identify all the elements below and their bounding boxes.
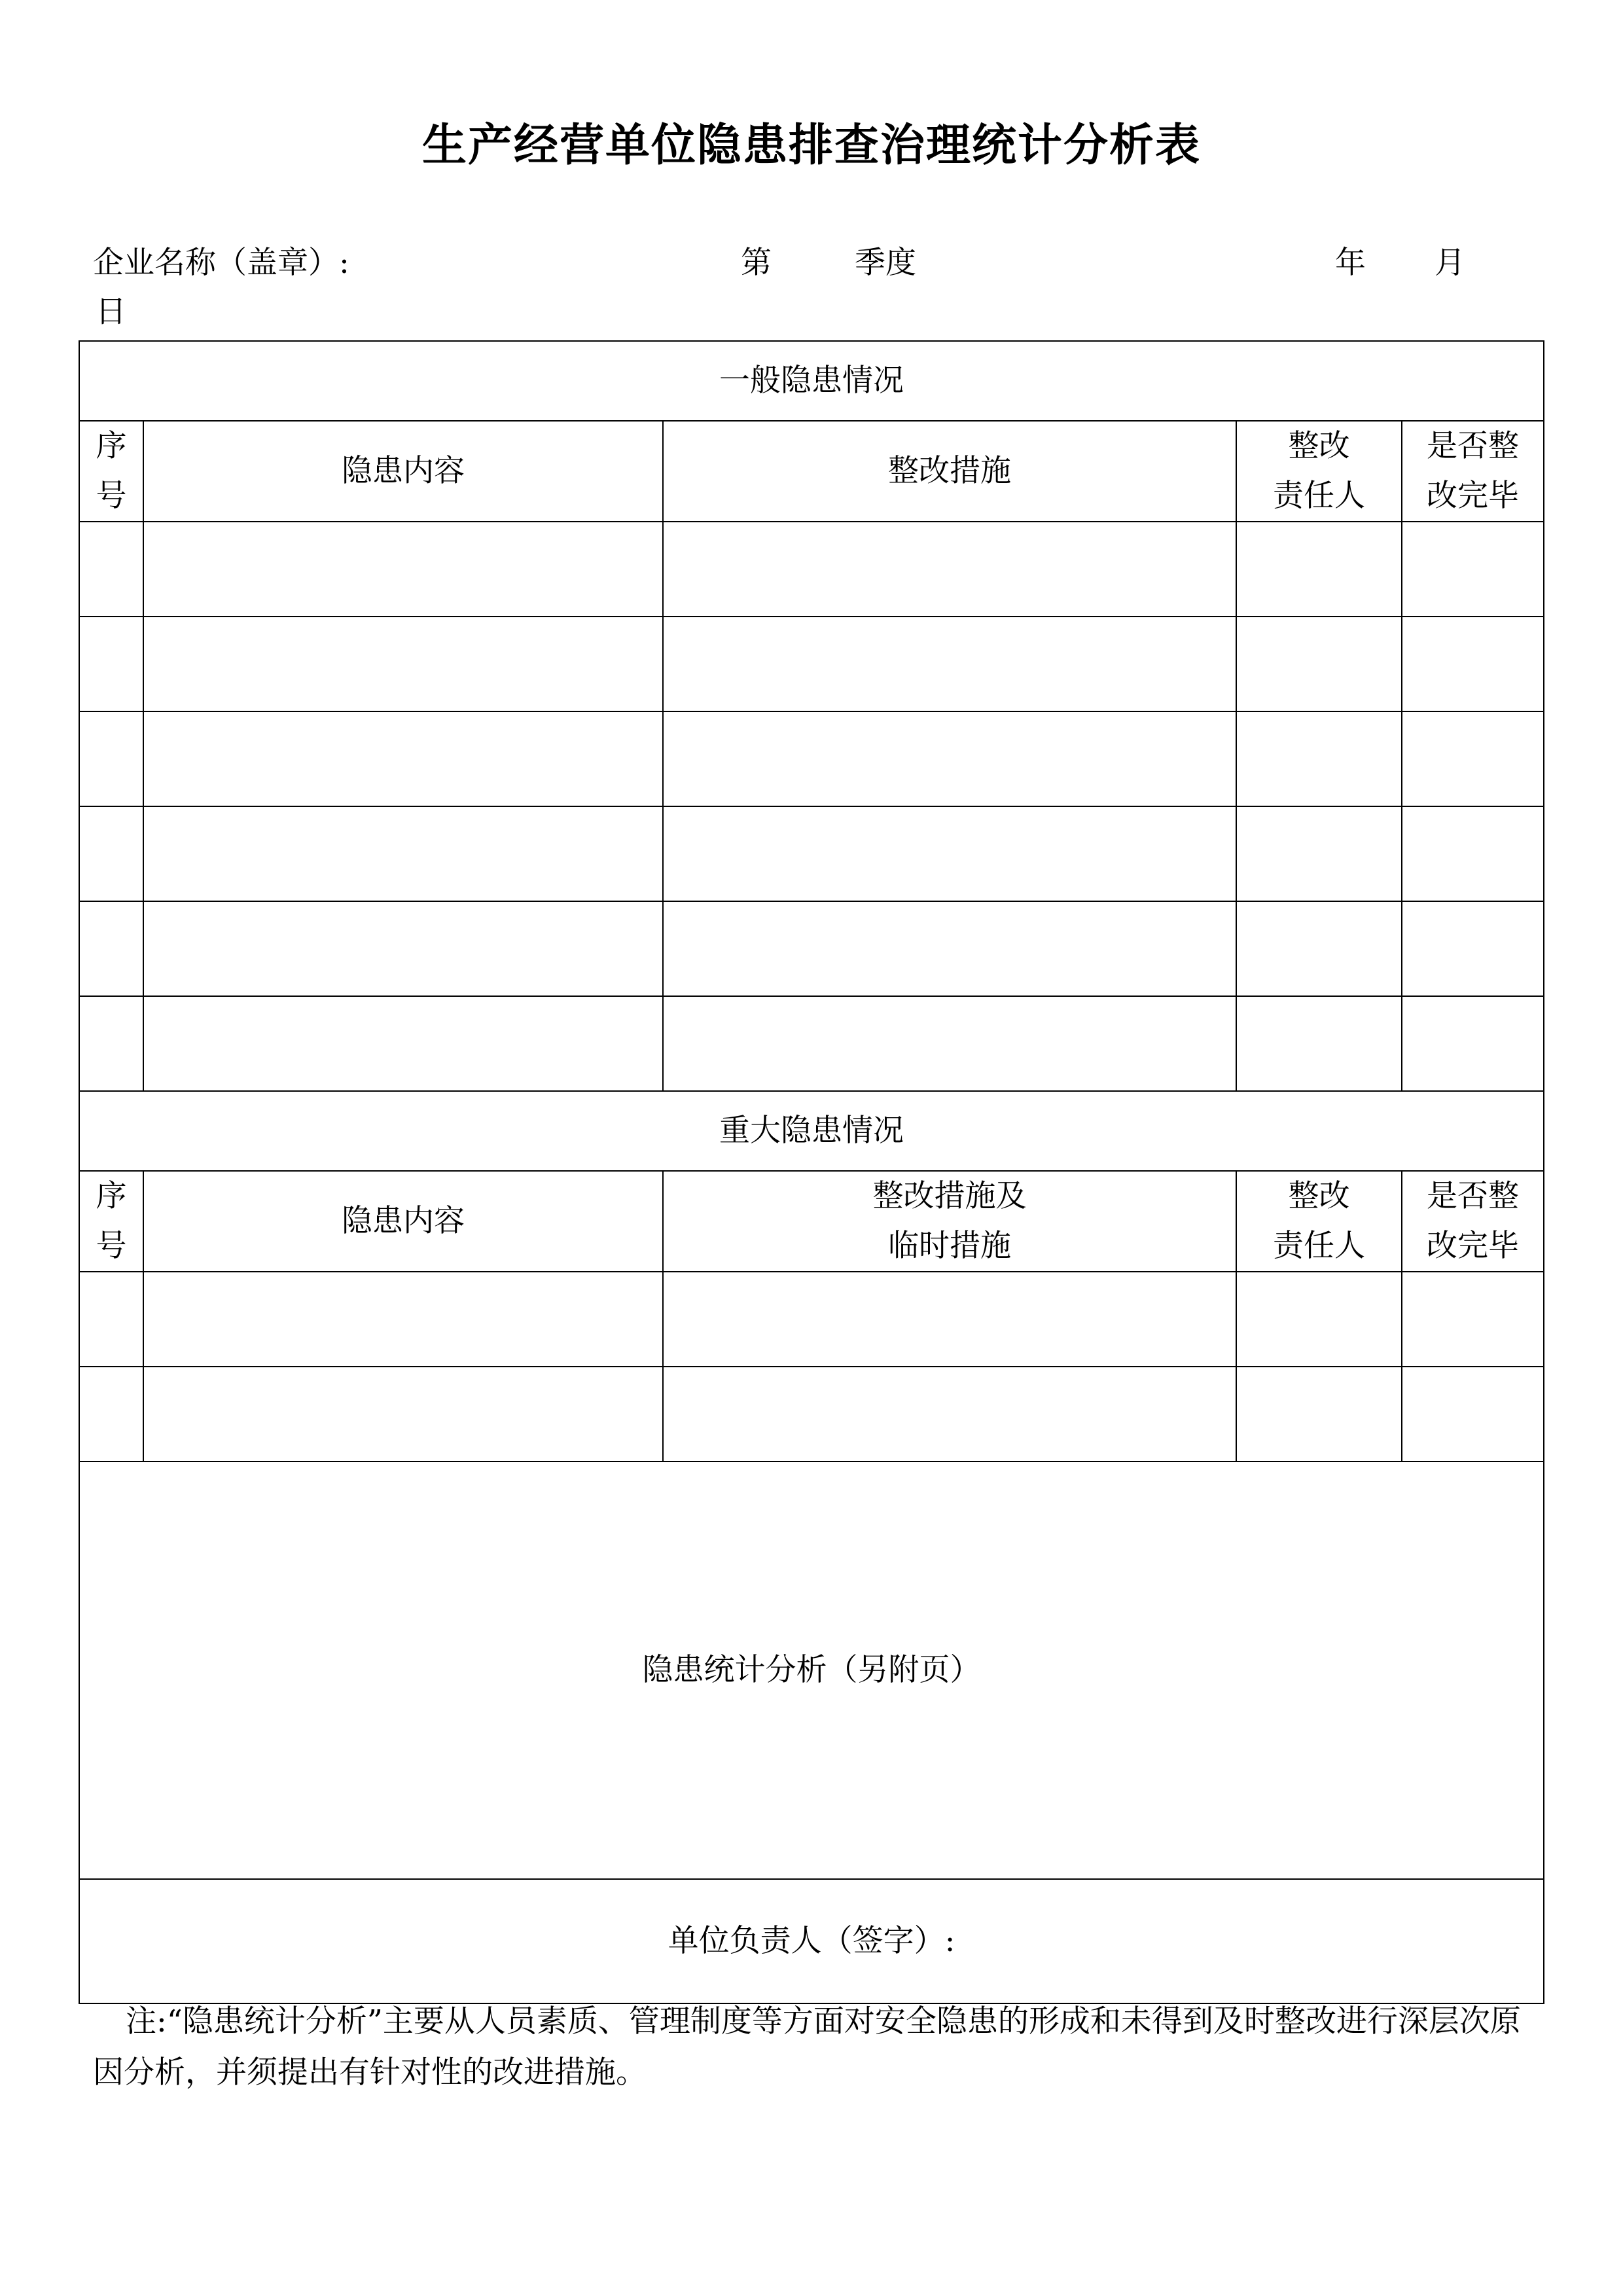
quarter-suffix: 季度: [855, 245, 916, 281]
cell-content[interactable]: [143, 617, 663, 711]
table-row: [79, 522, 1544, 617]
cell-measures[interactable]: [663, 617, 1236, 711]
cell-done[interactable]: [1402, 996, 1544, 1091]
cell-measures[interactable]: [663, 1367, 1236, 1462]
cell-done[interactable]: [1402, 711, 1544, 806]
cell-measures[interactable]: [663, 522, 1236, 617]
cell-index[interactable]: [79, 901, 143, 996]
cell-measures[interactable]: [663, 806, 1236, 901]
cell-content[interactable]: [143, 1272, 663, 1367]
cell-person[interactable]: [1236, 617, 1402, 711]
cell-content[interactable]: [143, 996, 663, 1091]
col-person-header: 整改 责任人: [1236, 421, 1402, 522]
col-content-header: 隐患内容: [143, 421, 663, 522]
cell-measures[interactable]: [663, 711, 1236, 806]
general-section-title: 一般隐患情况: [79, 341, 1544, 421]
cell-content[interactable]: [143, 806, 663, 901]
cell-done[interactable]: [1402, 1272, 1544, 1367]
cell-index[interactable]: [79, 617, 143, 711]
signature-area[interactable]: [79, 1879, 1544, 2003]
cell-person[interactable]: [1236, 522, 1402, 617]
cell-measures[interactable]: [663, 1272, 1236, 1367]
footnote: 注:“隐患统计分析”主要从人员素质、管理制度等方面对安全隐患的形成和未得到及时整改进行深层次原因分析，并须提出有针对性的改进措施。: [93, 2003, 1521, 2090]
cell-content[interactable]: [143, 901, 663, 996]
col-done-header: 是否整 改完毕: [1402, 1171, 1544, 1272]
table-row: [79, 806, 1544, 901]
page-title: 生产经营单位隐患排查治理统计分析表: [421, 119, 1201, 171]
day-label: 日: [96, 294, 126, 330]
cell-person[interactable]: [1236, 901, 1402, 996]
cell-index[interactable]: [79, 806, 143, 901]
quarter-prefix: 第: [741, 245, 772, 281]
cell-done[interactable]: [1402, 617, 1544, 711]
cell-measures[interactable]: [663, 996, 1236, 1091]
analysis-area[interactable]: [79, 1462, 1544, 1879]
cell-done[interactable]: [1402, 806, 1544, 901]
cell-content[interactable]: [143, 522, 663, 617]
table-row: [79, 901, 1544, 996]
analysis-row: [79, 1462, 1544, 1879]
cell-content[interactable]: [143, 1367, 663, 1462]
signature-row: [79, 1879, 1544, 2003]
signature-label: 单位负责人（签字）:: [668, 1923, 955, 1959]
col-index-header: 序 号: [79, 421, 143, 522]
cell-person[interactable]: [1236, 996, 1402, 1091]
major-section-header: [79, 1091, 1544, 1171]
hazard-table: [79, 340, 1544, 2004]
cell-index[interactable]: [79, 1367, 143, 1462]
cell-person[interactable]: [1236, 1272, 1402, 1367]
col-content-header: 隐患内容: [143, 1171, 663, 1272]
company-name-label: 企业名称（盖章）:: [93, 245, 349, 281]
table-row: [79, 617, 1544, 711]
col-done-header: 是否整 改完毕: [1402, 421, 1544, 522]
table-row: [79, 1272, 1544, 1367]
col-index-header: 序 号: [79, 1171, 143, 1272]
major-section-title: 重大隐患情况: [79, 1091, 1544, 1171]
major-column-headers: [79, 1171, 1544, 1272]
col-person-header: 整改 责任人: [1236, 1171, 1402, 1272]
cell-done[interactable]: [1402, 522, 1544, 617]
cell-person[interactable]: [1236, 711, 1402, 806]
col-measures-header: 整改措施: [663, 421, 1236, 522]
cell-index[interactable]: [79, 522, 143, 617]
analysis-label: 隐患统计分析（另附页）: [642, 1652, 981, 1688]
table-row: [79, 996, 1544, 1091]
month-label: 月: [1435, 245, 1465, 281]
general-column-headers: [79, 421, 1544, 522]
cell-content[interactable]: [143, 711, 663, 806]
cell-index[interactable]: [79, 711, 143, 806]
year-label: 年: [1335, 245, 1366, 281]
cell-person[interactable]: [1236, 1367, 1402, 1462]
table-row: [79, 1367, 1544, 1462]
col-measures-header: 整改措施及 临时措施: [663, 1171, 1236, 1272]
cell-done[interactable]: [1402, 1367, 1544, 1462]
general-section-header: [79, 341, 1544, 421]
cell-index[interactable]: [79, 1272, 143, 1367]
cell-done[interactable]: [1402, 901, 1544, 996]
cell-measures[interactable]: [663, 901, 1236, 996]
cell-person[interactable]: [1236, 806, 1402, 901]
cell-index[interactable]: [79, 996, 143, 1091]
table-row: [79, 711, 1544, 806]
